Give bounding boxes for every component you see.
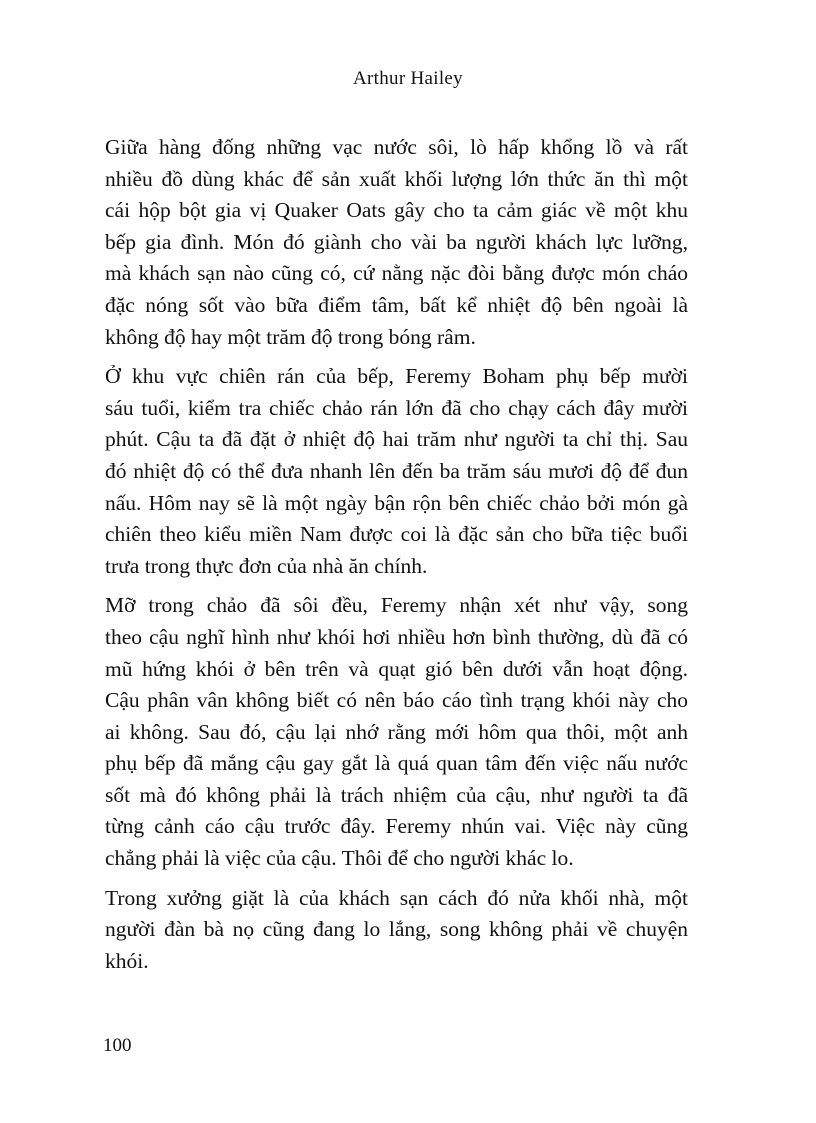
text-line: chẳng phải là việc của cậu. Thôi để cho người khác lo. [105, 846, 574, 871]
text-line: khói. [105, 948, 149, 973]
text-line: không độ hay một trăm độ trong bóng râm. [105, 324, 476, 349]
text-line: Ở khu vực chiên rán của bếp, Feremy Boham phụ bếp mười [105, 364, 688, 389]
text-line: Mỡ trong chảo đã sôi đều, Feremy nhận xét như vậy, song [105, 593, 688, 618]
paragraph-4 [105, 883, 688, 978]
page-number: 100 [103, 1035, 132, 1056]
text-line: từng cảnh cáo cậu trước đây. Feremy nhún vai. Việc này cũng [105, 814, 688, 839]
text-line: chiên theo kiểu miền Nam được coi là đặc sản cho bữa tiệc buổi [105, 522, 688, 547]
text-line: bếp gia đình. Món đó giành cho vài ba người khách lực lưỡng, [105, 229, 688, 254]
text-line: đó nhiệt độ có thể đưa nhanh lên đến ba trăm sáu mươi độ để đun [105, 458, 688, 483]
text-line: Giữa hàng đống những vạc nước sôi, lò hấp khổng lồ và rất [105, 135, 688, 159]
paragraph-3 [105, 590, 688, 874]
text-line: mũ hứng khói ở bên trên và quạt gió bên dưới vẫn hoạt động. [105, 656, 688, 681]
paragraph-2 [105, 361, 688, 582]
text-line: phút. Cậu ta đã đặt ở nhiệt độ hai trăm như người ta chỉ thị. Sau [105, 427, 688, 452]
text-line: nấu. Hôm nay sẽ là một ngày bận rộn bên chiếc chảo bởi món gà [105, 490, 688, 515]
body-text [105, 132, 688, 985]
text-line: theo cậu nghĩ hình như khói hơi nhiều hơn bình thường, dù đã có [105, 624, 688, 649]
text-line: mà khách sạn nào cũng có, cứ nằng nặc đòi bằng được món cháo [105, 261, 688, 286]
text-line: trưa trong thực đơn của nhà ăn chính. [105, 553, 428, 578]
text-line: sáu tuổi, kiểm tra chiếc chảo rán lớn đã cho chạy cách đây mười [105, 395, 688, 420]
text-line: nhiều đồ dùng khác để sản xuất khối lượng lớn thức ăn thì một [105, 166, 688, 191]
text-line: sốt mà đó không phải là trách nhiệm của cậu, như người ta đã [105, 782, 688, 807]
text-line: Cậu phân vân không biết có nên báo cáo tình trạng khói này cho [105, 688, 688, 713]
text-line: đặc nóng sốt vào bữa điểm tâm, bất kể nhiệt độ bên ngoài là [105, 292, 688, 317]
text-line: cái hộp bột gia vị Quaker Oats gây cho ta cảm giác về một khu [105, 198, 688, 223]
text-line: Trong xưởng giặt là của khách sạn cách đó nửa khối nhà, một [105, 885, 688, 910]
running-header-author: Arthur Hailey [353, 68, 463, 89]
text-line: phụ bếp đã mắng cậu gay gắt là quá quan tâm đến việc nấu nước [105, 751, 688, 776]
text-line: người đàn bà nọ cũng đang lo lắng, song không phải về chuyện [105, 917, 688, 942]
paragraph-1 [105, 132, 688, 353]
text-line: ai không. Sau đó, cậu lại nhớ rằng mới hôm qua thôi, một anh [105, 719, 688, 744]
